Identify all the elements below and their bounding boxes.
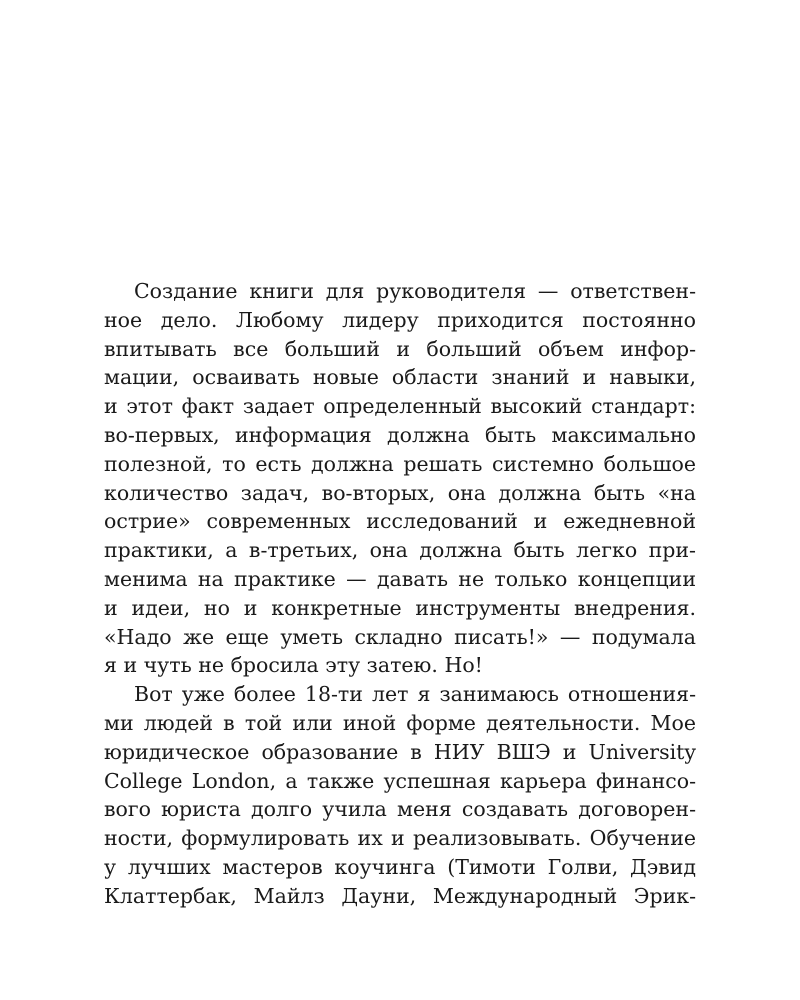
- text-line: я и чуть не бросила эту затею. Но!: [104, 653, 483, 678]
- paragraph-1: [104, 277, 696, 680]
- text-line: полезной, то есть должна решать системно большое: [104, 451, 696, 476]
- text-line: мации, осваивать новые области знаний и навыки,: [104, 365, 696, 390]
- text-line: вого юриста долго учила меня создавать договорен-: [104, 797, 696, 822]
- body-text: [104, 277, 696, 911]
- text-line: юридическое образование в НИУ ВШЭ и University: [104, 739, 696, 764]
- text-line: ми людей в той или иной форме деятельности. Мое: [104, 710, 696, 735]
- text-line: ности, формулировать их и реализовывать. Обучение: [104, 826, 696, 851]
- text-line: и идеи, но и конкретные инструменты внедрения.: [104, 595, 696, 620]
- text-line: College London, а также успешная карьера финансо-: [104, 768, 696, 793]
- text-line: практики, а в-третьих, она должна быть легко при-: [104, 538, 696, 563]
- text-line: количество задач, во-вторых, она должна быть «на: [104, 480, 696, 505]
- text-line: «Надо же еще уметь складно писать!» — подумала: [104, 624, 696, 649]
- text-line: и этот факт задает определенный высокий стандарт:: [104, 394, 696, 419]
- text-line: менима на практике — давать не только концепции: [104, 566, 696, 591]
- text-line: впитывать все больший и больший объем инфор-: [104, 336, 696, 361]
- text-line: во-первых, информация должна быть максимально: [104, 422, 696, 447]
- paragraph-2: [104, 680, 696, 910]
- text-line: Клаттербак, Майлз Дауни, Международный Эрик-: [104, 883, 696, 908]
- text-line: у лучших мастеров коучинга (Тимоти Голви, Дэвид: [104, 854, 696, 879]
- text-line: Создание книги для руководителя — ответствен-: [134, 279, 696, 303]
- text-line: Вот уже более 18-ти лет я занимаюсь отношения-: [134, 682, 696, 707]
- text-line: острие» современных исследований и ежедневной: [104, 509, 696, 534]
- text-line: ное дело. Любому лидеру приходится постоянно: [104, 307, 696, 332]
